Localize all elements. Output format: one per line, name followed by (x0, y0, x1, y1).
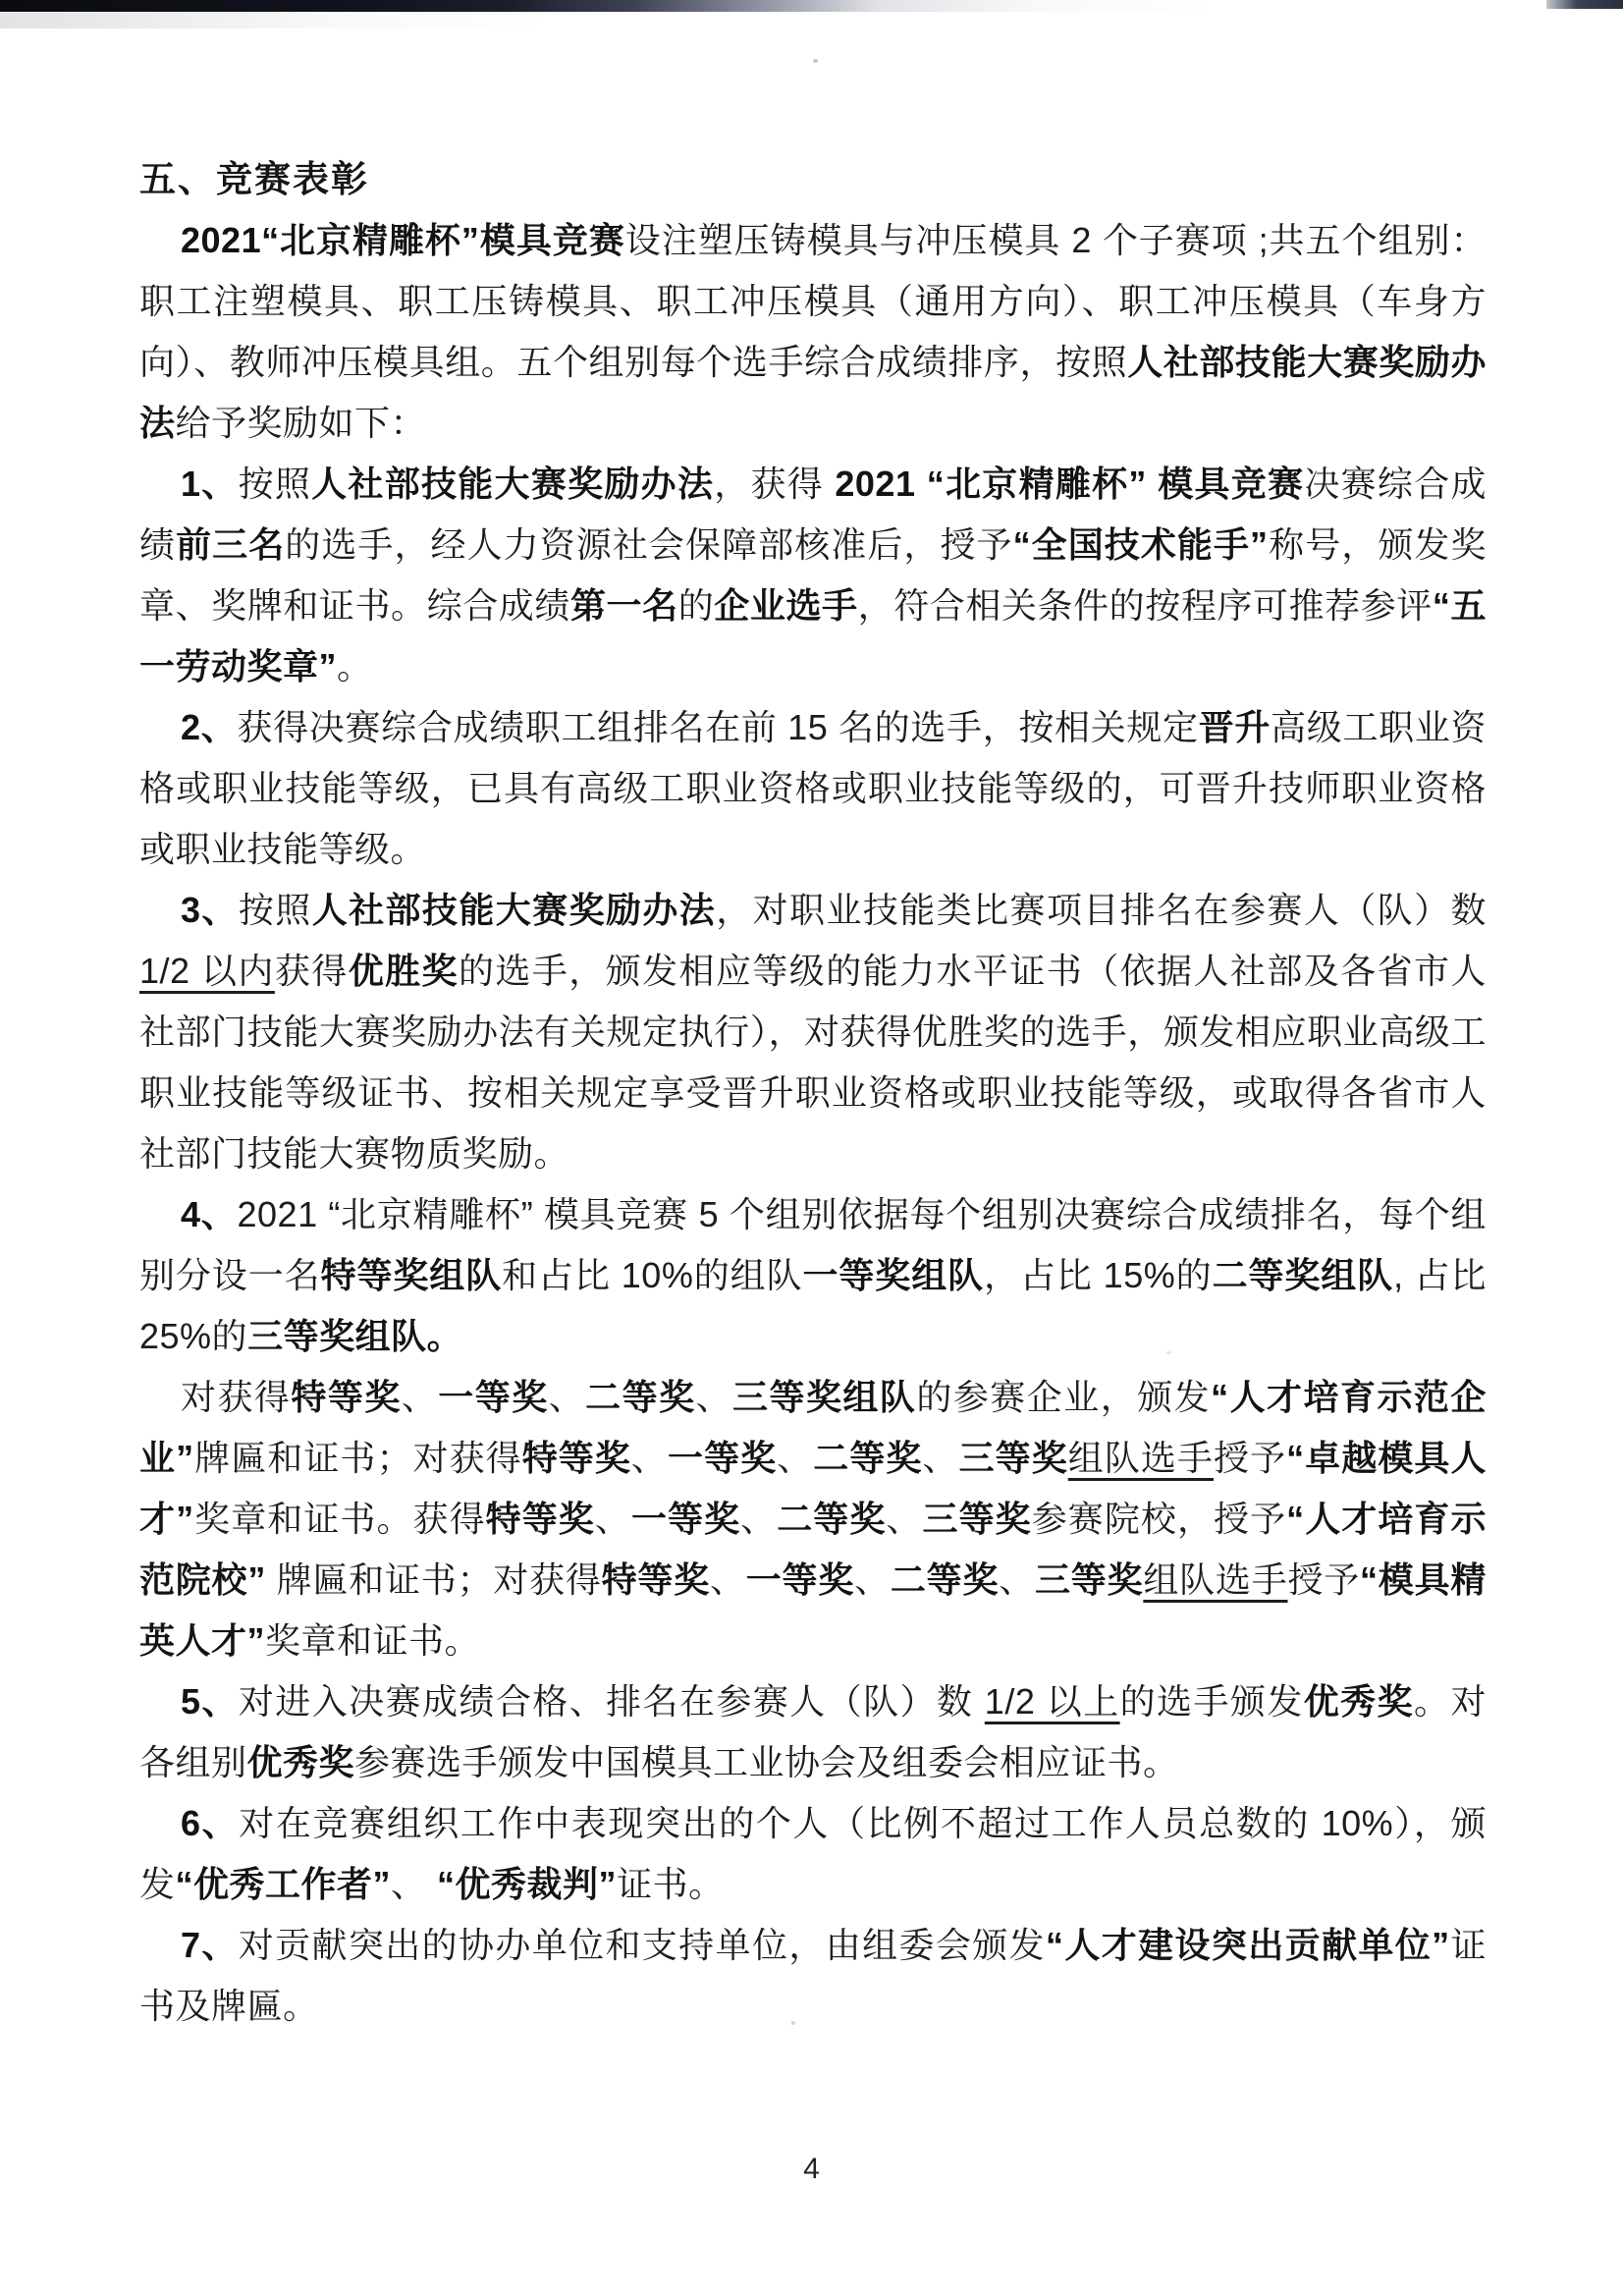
text-run: 证书。 (617, 1864, 725, 1904)
text-run: “人才建设突出贡献单位” (1045, 1925, 1450, 1965)
text-run: 组队选手 (1067, 1438, 1215, 1478)
text-run: 参赛院校，授予 (1031, 1499, 1287, 1539)
text-run: ，符合相关条件的按程序可推荐参评 (857, 585, 1433, 626)
text-run: “优秀工作者” (175, 1864, 392, 1904)
text-run: ，获得 (714, 464, 836, 504)
text-run: 优秀奖 (1303, 1681, 1415, 1722)
text-run: 获得 (274, 951, 349, 991)
text-run: 称号，颁发奖章、奖牌和证书。综合成绩 (139, 524, 1487, 626)
text-run: 、 (922, 1438, 959, 1478)
text-run: 。 (337, 646, 373, 686)
text-run: 对在竞赛组织工作中表现突出的个人（比例不超过工作人员总数的 10%），颁发 (139, 1803, 1487, 1904)
text-run: 对进入决赛成绩合格、排名在参赛人（队）数 (238, 1681, 985, 1722)
text-run: 、 (740, 1499, 778, 1539)
paragraph (139, 880, 1487, 1184)
text-run: 牌匾和证书；对获得 (265, 1559, 602, 1600)
scan-edge-artifact-right (1546, 0, 1623, 9)
text-run: “人才培育示范企业” (139, 1377, 1487, 1478)
text-run: ，对职业技能类比赛项目排名在参赛人（队）数 (716, 890, 1487, 930)
text-run: 、 (999, 1559, 1036, 1600)
text-run: 、 (401, 1377, 439, 1417)
text-run: 一等奖 (745, 1559, 855, 1600)
text-run: 授予 (1287, 1559, 1361, 1600)
text-run: 前三名 (176, 524, 286, 565)
text-run: 特等奖 (601, 1559, 710, 1600)
text-run: 牌匾和证书；对获得 (193, 1438, 522, 1478)
text-run: 。对各组别 (139, 1681, 1487, 1782)
text-run: 奖章和证书。获得 (193, 1499, 486, 1539)
text-run: 、 (777, 1438, 814, 1478)
scan-speck (813, 59, 818, 63)
text-run: “人才培育示范院校” (139, 1499, 1487, 1600)
text-run: 第一名 (569, 585, 678, 626)
text-run: 、 (391, 1864, 438, 1904)
text-run: 4、 (181, 1194, 238, 1234)
text-run: 优胜奖 (348, 951, 459, 991)
text-run: “五一劳动奖章” (139, 585, 1487, 686)
paragraph (139, 1367, 1487, 1671)
text-run: 、 (709, 1559, 746, 1600)
text-run: 和占比 10%的组队 (502, 1255, 803, 1295)
text-run: 6、 (181, 1803, 240, 1843)
text-run: 2021 “北京精雕杯” 模具竞赛 (835, 464, 1305, 504)
text-run: 3、 (181, 890, 239, 930)
text-run: 高级工职业资格或职业技能等级，已具有高级工职业资格或职业技能等级的，可晋升技师职业资格或职业技能等级。 (139, 707, 1487, 869)
text-run: 奖章和证书。 (265, 1620, 481, 1661)
scan-edge-artifact (0, 0, 1217, 12)
text-run: 人社部技能大赛奖励办法 (311, 890, 717, 930)
text-run: 组队选手 (1143, 1559, 1288, 1600)
text-run: 企业选手 (714, 585, 858, 626)
text-run: 特等奖 (291, 1377, 402, 1417)
text-run: “卓越模具人才” (139, 1438, 1487, 1539)
paragraph (139, 1671, 1487, 1793)
text-run: 一等奖组队 (802, 1255, 985, 1295)
scan-smear-artifact (0, 13, 550, 28)
text-run: 、 (695, 1377, 733, 1417)
text-run: 特等奖 (521, 1438, 631, 1478)
text-run: 三等奖组队。 (247, 1316, 463, 1356)
text-run: 给予奖励如下： (175, 403, 427, 443)
paragraph (139, 210, 1487, 454)
text-run: 证书及牌匾。 (139, 1925, 1487, 2026)
text-run: 二等奖 (585, 1377, 696, 1417)
text-run: 优秀奖 (246, 1742, 355, 1782)
text-run: 对获得 (181, 1377, 292, 1417)
text-run: 按照 (238, 464, 312, 504)
text-run: 三等奖 (922, 1499, 1032, 1539)
page-number: 4 (803, 2153, 820, 2185)
text-run: 5、 (181, 1681, 239, 1722)
text-run: 二等奖 (890, 1559, 1000, 1600)
text-run: 授予 (1214, 1438, 1287, 1478)
text-run: 决赛综合成绩 (139, 464, 1487, 565)
text-run: 2、 (181, 707, 238, 747)
text-run: 获得决赛综合成绩职工组排名在前 15 名的选手，按相关规定 (237, 707, 1199, 747)
text-run: 人社部技能大赛奖励办法 (311, 464, 715, 504)
text-run: 三等奖 (1035, 1559, 1144, 1600)
text-run: 、 (886, 1499, 923, 1539)
text-run: ，占比 15%的 (984, 1255, 1213, 1295)
text-run: 2021 “北京精雕杯” 模具竞赛 5 个组别依据每个组别决赛综合成绩排名，每个组别分设一名 (139, 1194, 1488, 1295)
text-run: 7、 (181, 1925, 239, 1965)
text-run: 晋升 (1198, 707, 1271, 747)
paragraph (139, 1915, 1487, 2037)
text-run: 2021“北京精雕杯”模具竞赛 (181, 220, 625, 260)
text-run: 1、 (181, 464, 239, 504)
text-run: 、 (854, 1559, 891, 1600)
text-run: 的 (677, 585, 715, 626)
text-run: 的选手颁发 (1119, 1681, 1304, 1722)
text-run: 设注塑压铸模具与冲压模具 2 个子赛项 ;共五个组别：职工注塑模具、职工压铸模具、职工冲压模具（通用方向）、职工冲压模具（车身方向）、教师冲压模具组。五个组别每个选手综合成绩排序，按照 (139, 220, 1487, 382)
text-run: 三等奖 (958, 1438, 1068, 1478)
text-run: 二等奖 (777, 1499, 887, 1539)
text-run: 1/2 以内 (139, 951, 275, 991)
text-run: 二等奖 (813, 1438, 923, 1478)
text-run: “优秀裁判” (437, 1864, 618, 1904)
text-run: 一等奖 (438, 1377, 549, 1417)
text-run: 、 (630, 1438, 668, 1478)
text-run: 的选手，经人力资源社会保障部核准后，授予 (285, 524, 1013, 565)
text-run: 人社部技能大赛奖励办法 (139, 342, 1487, 443)
text-run: 一等奖 (668, 1438, 778, 1478)
text-run: , 占比 25%的 (139, 1255, 1487, 1356)
text-run: 一等奖 (630, 1499, 741, 1539)
paragraph (139, 454, 1487, 697)
text-run: “模具精英人才” (139, 1559, 1487, 1661)
text-run: 的参赛企业，颁发 (916, 1377, 1212, 1417)
page-footer (0, 2153, 1623, 2186)
text-run: 参赛选手颁发中国模具工业协会及组委会相应证书。 (354, 1742, 1179, 1782)
section-heading: 五、竞赛表彰 (139, 159, 369, 199)
text-run: 按照 (238, 890, 312, 930)
paragraph (139, 1184, 1487, 1367)
text-run: 二等奖组队 (1212, 1255, 1394, 1295)
text-run: 1/2 以上 (984, 1681, 1120, 1722)
text-run: 的选手，颁发相应等级的能力水平证书（依据人社部及各省市人社部门技能大赛奖励办法有关规定执行），对获得优胜奖的选手，颁发相应职业高级工职业技能等级证书、按相关规定享受晋升职业资格或职业技能等级，或取得各省市人社部门技能大赛物质奖励。 (139, 951, 1487, 1174)
text-run: 对贡献突出的协办单位和支持单位，由组委会颁发 (238, 1925, 1046, 1965)
text-run: 、 (594, 1499, 631, 1539)
text-run: 、 (548, 1377, 586, 1417)
text-run: 三等奖组队 (732, 1377, 917, 1417)
text-run: 特等奖 (485, 1499, 595, 1539)
text-run: 特等奖组队 (320, 1255, 503, 1295)
paragraph (139, 697, 1487, 880)
document-body (139, 149, 1487, 2037)
text-run: “全国技术能手” (1012, 524, 1269, 565)
paragraph (139, 1793, 1487, 1915)
